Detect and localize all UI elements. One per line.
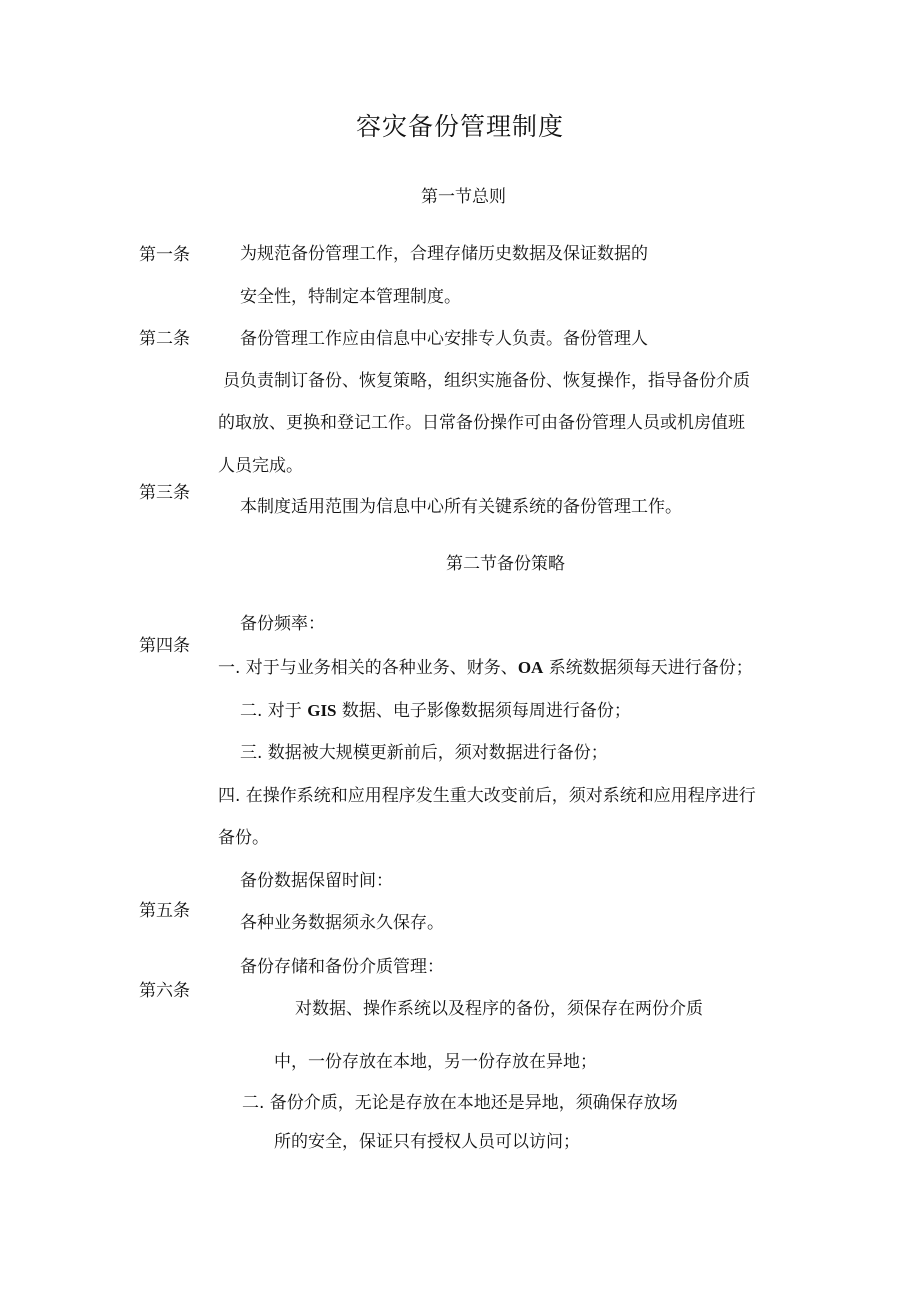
article-5-line-1: 各种业务数据须永久保存。: [240, 913, 444, 933]
article-4-item-1-prefix: 一. 对于与业务相关的各种业务、财务、: [218, 658, 518, 678]
article-4-item-4-line-2: 备份。: [218, 828, 269, 848]
article-4-item-2-prefix: 二. 对于: [240, 701, 308, 721]
article-6-item-1-line-1: 对数据、操作系统以及程序的备份，须保存在两份介质: [295, 999, 703, 1019]
article-2-line-1: 备份管理工作应由信息中心安排专人负责。备份管理人: [240, 329, 648, 349]
document-title: 容灾备份管理制度: [356, 112, 565, 141]
article-4-heading: 备份频率：: [240, 614, 325, 634]
article-4-item-1-term: OA: [517, 658, 544, 677]
article-label-4: 第四条: [139, 636, 190, 656]
article-label-2: 第二条: [139, 329, 190, 349]
section-heading-general: 第一节总则: [421, 187, 506, 207]
article-4-item-2-suffix: 数据、电子影像数据须每周进行备份；: [336, 701, 631, 721]
article-3-line-1: 本制度适用范围为信息中心所有关键系统的备份管理工作。: [240, 497, 682, 517]
article-label-6: 第六条: [139, 981, 190, 1001]
section-heading-strategy: 第二节备份策略: [446, 554, 565, 574]
article-5-heading: 备份数据保留时间：: [240, 871, 393, 891]
article-6-item-2-line-1: 二. 备份介质，无论是存放在本地还是异地，须确保存放场: [242, 1093, 678, 1113]
article-1-line-2: 安全性，特制定本管理制度。: [240, 287, 461, 307]
article-4-item-3: 三. 数据被大规模更新前后，须对数据进行备份；: [240, 743, 608, 763]
article-2-line-2: 员负责制订备份、恢复策略，组织实施备份、恢复操作，指导备份介质: [223, 371, 750, 391]
article-6-item-1-line-2: 中，一份存放在本地，另一份存放在异地；: [274, 1052, 597, 1072]
article-4-item-4-line-1: 四. 在操作系统和应用程序发生重大改变前后，须对系统和应用程序进行: [218, 786, 756, 806]
article-label-1: 第一条: [139, 245, 190, 265]
article-label-5: 第五条: [139, 901, 190, 921]
article-1-line-1: 为规范备份管理工作，合理存储历史数据及保证数据的: [240, 244, 648, 264]
article-2-line-4: 人员完成。: [218, 456, 303, 476]
article-4-item-2: [240, 700, 631, 722]
article-6-item-2-line-2: 所的安全，保证只有授权人员可以访问；: [274, 1132, 580, 1152]
article-6-heading: 备份存储和备份介质管理：: [240, 957, 444, 977]
article-2-line-3: 的取放、更换和登记工作。日常备份操作可由备份管理人员或机房值班: [218, 413, 745, 433]
article-4-item-1: [218, 657, 753, 679]
article-4-item-1-suffix: 系统数据须每天进行备份；: [543, 658, 753, 678]
article-label-3: 第三条: [139, 483, 190, 503]
article-4-item-2-term: GIS: [307, 701, 337, 720]
